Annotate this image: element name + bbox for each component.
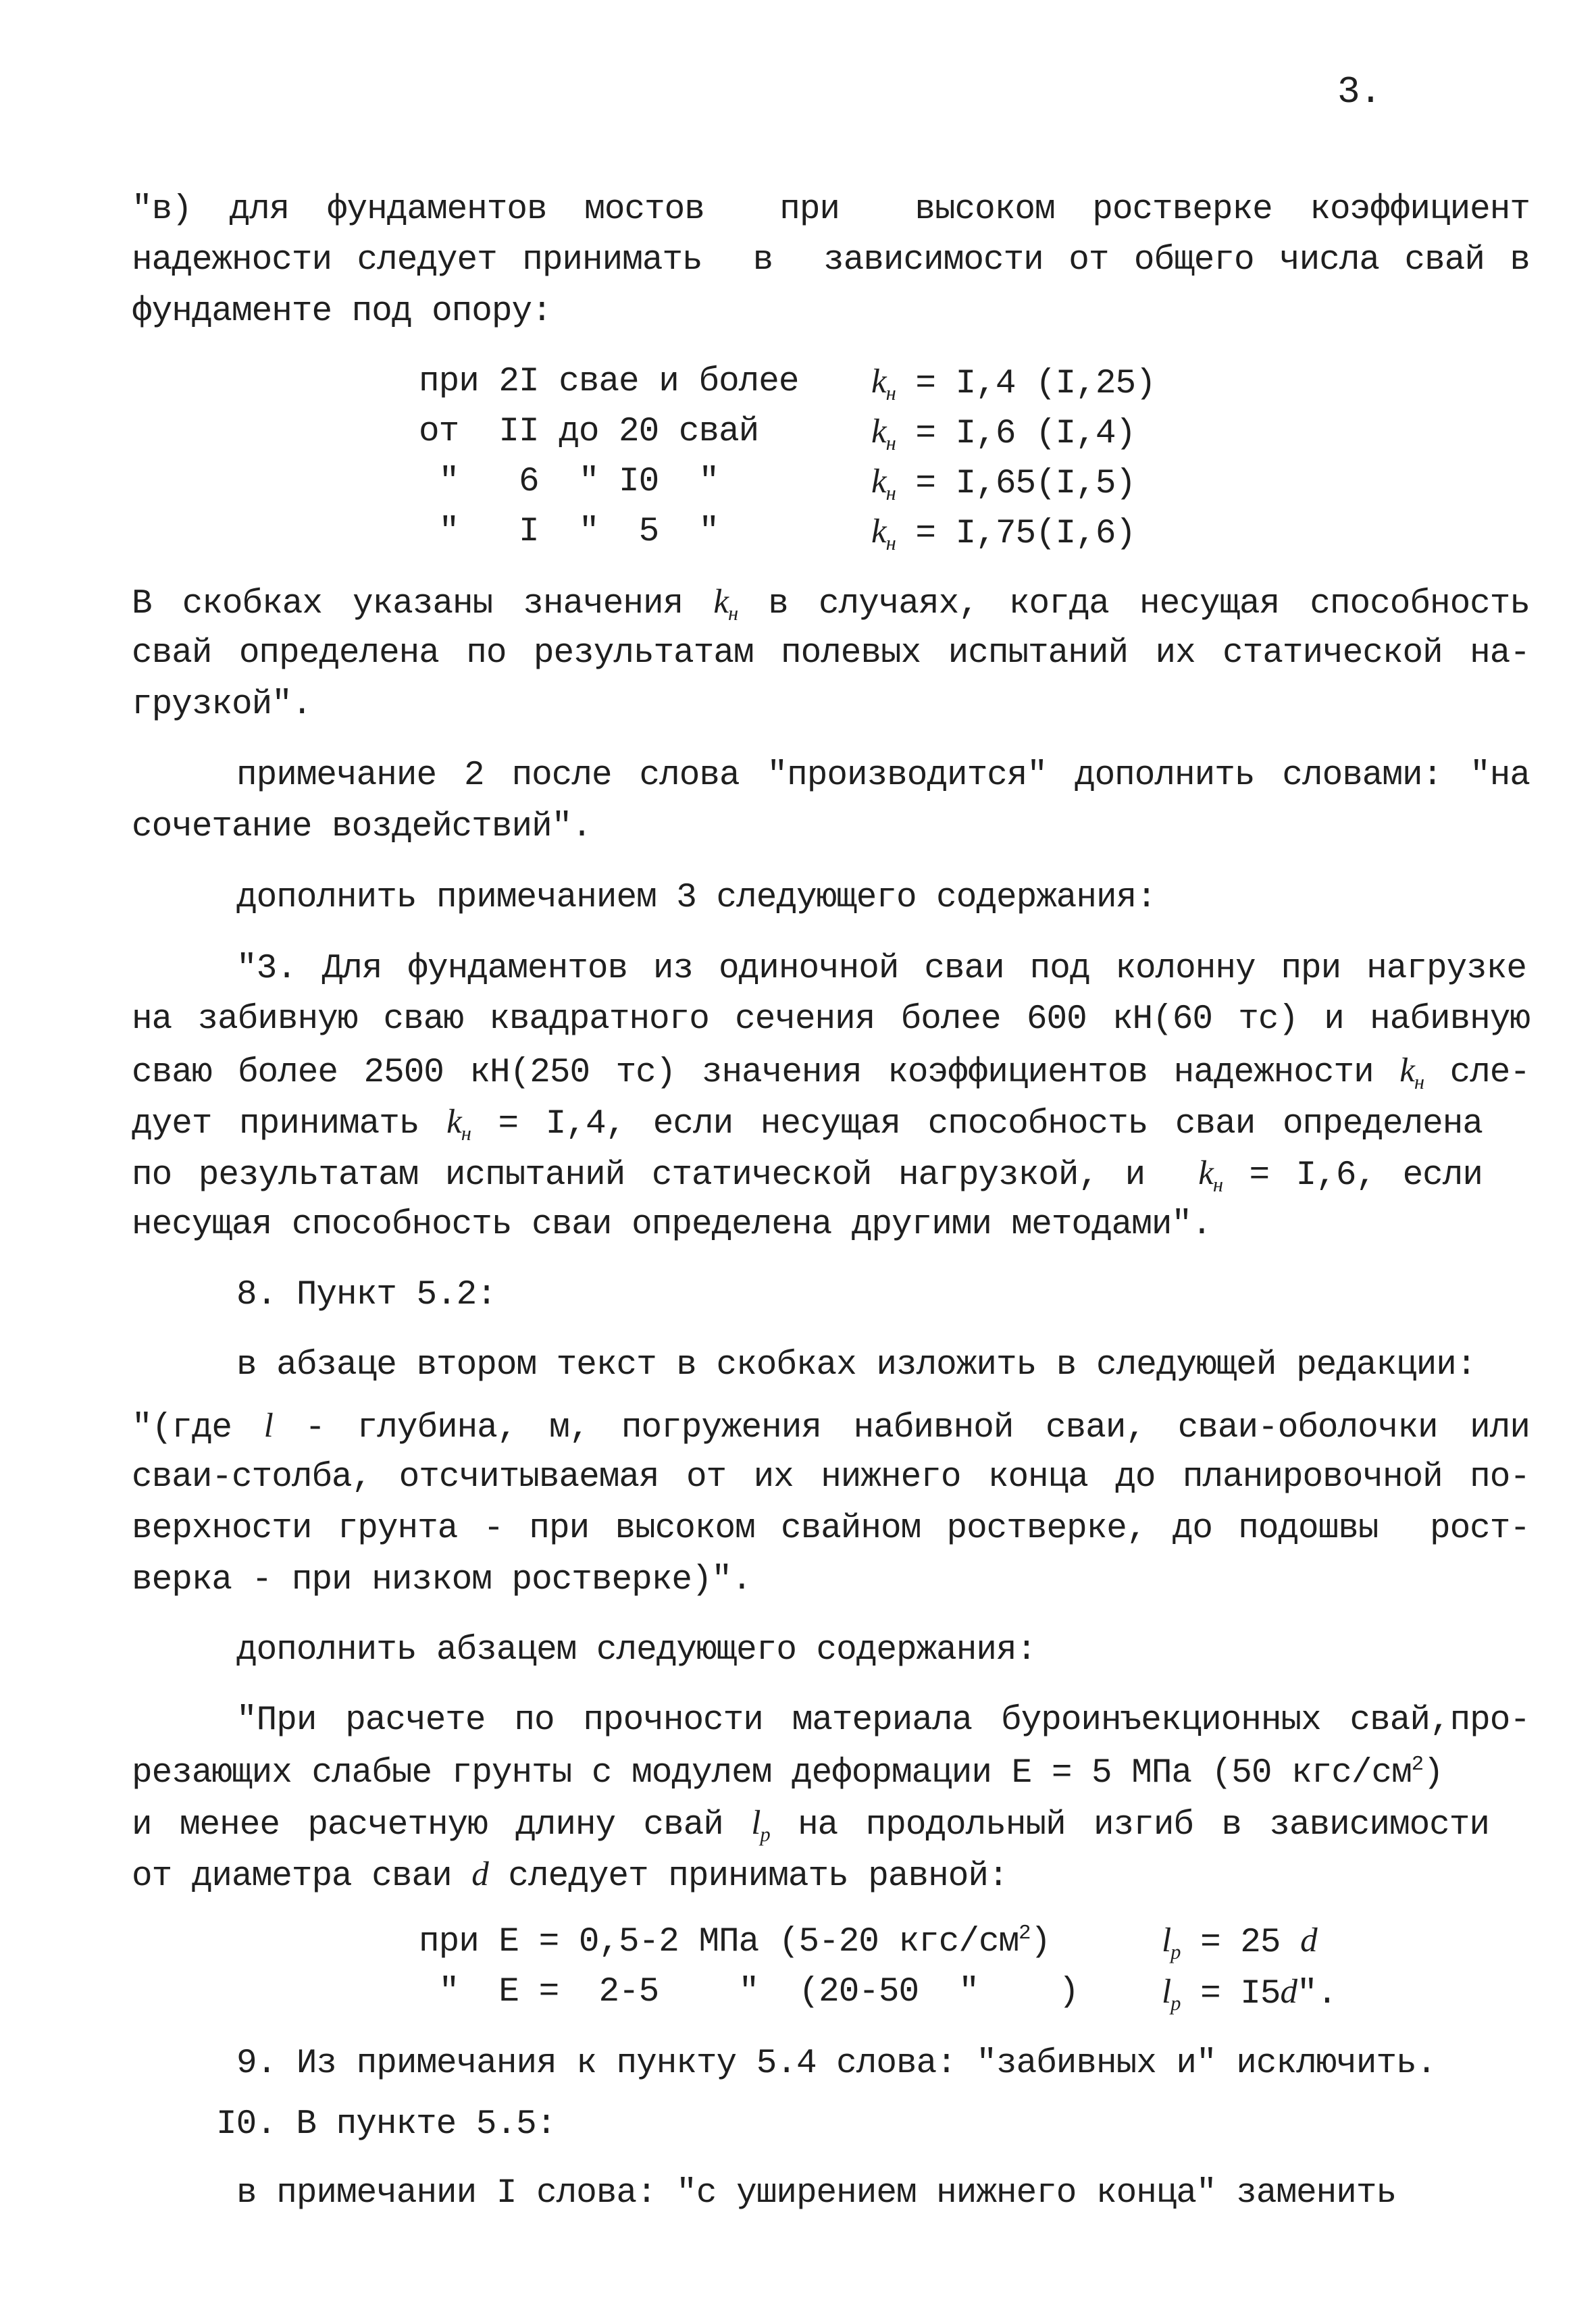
section-heading: 8. Пункт 5.2:	[236, 1276, 496, 1314]
formula-value: $l_р = 25$ d	[1162, 1922, 1317, 1964]
text-line: "При расчете по прочности материала буроинъекционных свай,про-	[236, 1701, 1530, 1740]
text-line: сваи-столба, отсчитываемая от их нижнего конца до планировочной по-	[132, 1458, 1530, 1497]
section-heading: I0. В пункте 5.5:	[216, 2105, 557, 2144]
text-line: верка - при низком ростверке)".	[132, 1561, 752, 1599]
page-number: 3.	[1337, 70, 1382, 113]
table-cell-value: $k_н = I,6$ (I,4)	[871, 413, 1136, 455]
text-line: "(где l - глубина, м, погружения набивной сваи, сваи-оболочки или	[132, 1407, 1530, 1447]
text-line: фундаменте под опору:	[132, 292, 552, 331]
text-line: примечание 2 после слова "производится" дополнить словами: "на	[236, 756, 1530, 795]
table-cell-value: $k_н = I,65(I,5)$	[871, 463, 1136, 505]
text-line: дополнить абзацем следующего содержания:	[236, 1631, 1037, 1670]
section-heading: 9. Из примечания к пункту 5.4 слова: "забивных и" исключить.	[236, 2044, 1437, 2083]
text-line: от диаметра сваи d следует принимать равной:	[132, 1855, 1008, 1896]
text-line: верхности грунта - при высоком свайном ростверке, до подошвы рост-	[132, 1510, 1530, 1548]
text-line: грузкой".	[132, 686, 312, 724]
text-line: дует принимать $k_н = I,4$, если несущая способность сваи определена	[132, 1103, 1483, 1146]
table-cell-range: " I " 5 "	[419, 513, 719, 551]
text-line: В скобках указаны значения $k_н$ в случаях, когда несущая способность	[132, 583, 1530, 625]
formula-value: $l_р = I5d$".	[1162, 1973, 1337, 2015]
formula-line: " Е = 2-5 " (20-50 " )	[419, 1973, 1079, 2011]
table-cell-range: от II до 20 свай	[419, 413, 759, 451]
table-cell-value: $k_н = I,75(I,6)$	[871, 513, 1136, 555]
formula-line: при Е = 0,5-2 МПа (5-20 кгс/$см^2$)	[419, 1922, 1051, 1961]
text-line: несущая способность сваи определена другими методами".	[132, 1206, 1212, 1244]
text-line: дополнить примечанием 3 следующего содержания:	[236, 879, 1156, 917]
text-line: резающих слабые грунты с модулем деформации Е = 5 МПа (50 кгс/$см^2$)	[132, 1753, 1443, 1793]
table-cell-range: при 2I свае и более	[419, 363, 799, 401]
text-line: по результатам испытаний статической нагрузкой, и $k_н = I,6$, если	[132, 1154, 1483, 1197]
text-line: "3. Для фундаментов из одиночной сваи под колонну при нагрузке	[236, 950, 1526, 988]
text-line: и менее расчетную длину свай $l_р$ на продольный изгиб в зависимости	[132, 1804, 1489, 1847]
table-cell-range: " 6 " I0 "	[419, 463, 719, 501]
text-line: "в) для фундаментов мостов при высоком ростверке коэффициент	[132, 190, 1530, 229]
table-cell-value: $k_н = I,4$ (I,25)	[871, 363, 1156, 405]
text-line: в абзаце втором текст в скобках изложить в следующей редакции:	[236, 1346, 1476, 1385]
text-line: надежности следует принимать в зависимости от общего числа свай в	[132, 241, 1530, 280]
text-line: в примечании I слова: "с уширением нижнего конца" заменить	[236, 2174, 1397, 2213]
text-line: сваю более 2500 кН(250 тс) значения коэффициентов надежности $k_н$ сле-	[132, 1052, 1530, 1094]
text-line: сочетание воздействий".	[132, 808, 592, 846]
text-line: свай определена по результатам полевых испытаний их статической на-	[132, 634, 1530, 673]
text-line: на забивную сваю квадратного сечения более 600 кН(60 тс) и набивную	[132, 1000, 1530, 1039]
